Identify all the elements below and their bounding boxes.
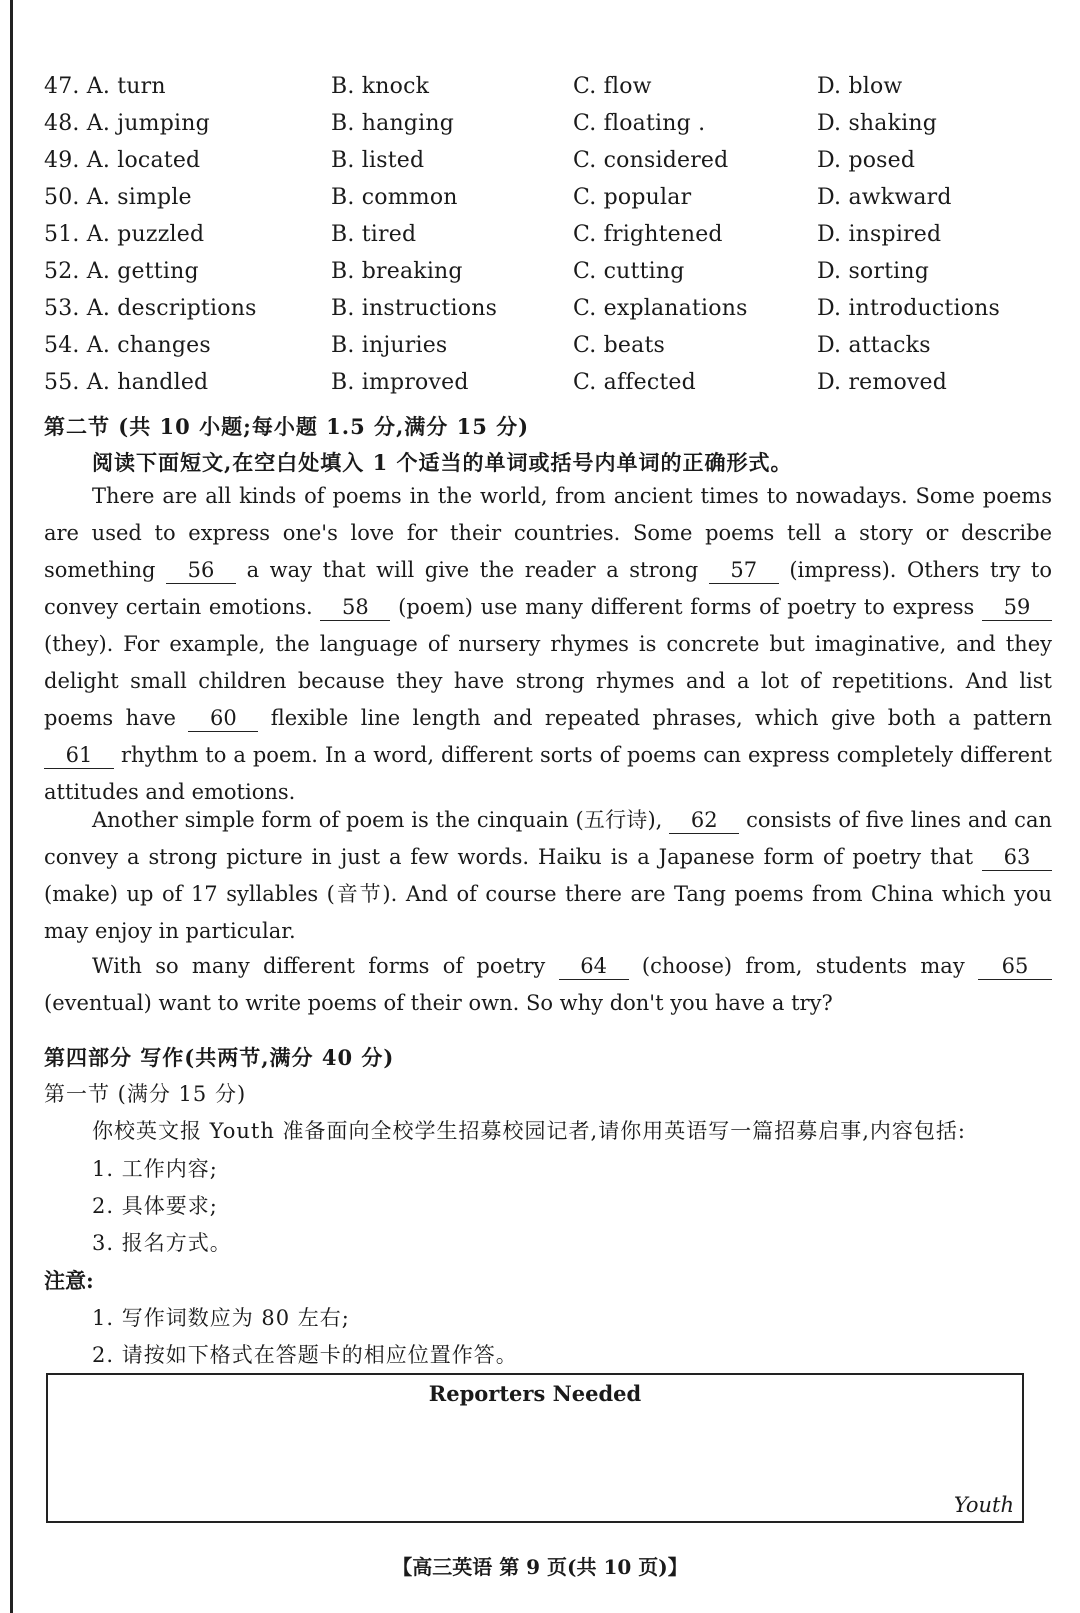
page-left-border — [10, 0, 13, 1613]
blank-56[interactable]: 56 — [166, 557, 236, 584]
option-b: B. improved — [331, 370, 469, 395]
task-item: 3. 报名方式。 — [92, 1231, 232, 1255]
blank-57[interactable]: 57 — [709, 557, 779, 584]
option-row — [44, 105, 1054, 142]
option-a: 47. A. turn — [44, 74, 166, 99]
option-c: C. explanations — [573, 296, 748, 321]
answer-format-box — [46, 1373, 1024, 1523]
option-row — [44, 68, 1054, 105]
part4-heading: 第四部分 写作(共两节,满分 40 分) — [44, 1045, 395, 1070]
option-c: C. floating . — [573, 111, 706, 136]
option-a: 49. A. located — [44, 148, 201, 173]
option-c: C. considered — [573, 148, 729, 173]
blank-59[interactable]: 59 — [982, 594, 1052, 621]
option-a: 55. A. handled — [44, 370, 209, 395]
option-a: 51. A. puzzled — [44, 222, 205, 247]
section2-instruction: 阅读下面短文,在空白处填入 1 个适当的单词或括号内单词的正确形式。 — [92, 450, 793, 475]
passage-text: There are all kinds of poems in the world, from ancient times to nowadays. Some poems are used to express one's love for their countries. Some poems tell a story or describe something — [44, 484, 1052, 582]
option-d: D. inspired — [817, 222, 942, 247]
task-item: 2. 具体要求; — [92, 1194, 218, 1218]
option-b: B. tired — [331, 222, 417, 247]
option-a: 50. A. simple — [44, 185, 192, 210]
passage-text: (eventual) want to write poems of their own. So why don't you have a try? — [44, 991, 833, 1015]
option-d: D. attacks — [817, 333, 931, 358]
note-label: 注意: — [44, 1268, 94, 1293]
option-d: D. removed — [817, 370, 948, 395]
option-b: B. knock — [331, 74, 430, 99]
blank-65[interactable]: 65 — [978, 953, 1052, 980]
option-row — [44, 253, 1054, 290]
option-d: D. awkward — [817, 185, 952, 210]
option-c: C. affected — [573, 370, 696, 395]
option-c: C. frightened — [573, 222, 723, 247]
option-b: B. common — [331, 185, 458, 210]
passage-text: a way that will give the reader a strong — [246, 558, 699, 582]
option-row — [44, 142, 1054, 179]
option-c: C. popular — [573, 185, 692, 210]
passage-text: (they). For example, the language of nursery rhymes is concrete but imaginative, and they delight small children because they have strong rhymes and a lot of repetitions. And list poems have — [44, 632, 1052, 730]
option-b: B. injuries — [331, 333, 448, 358]
blank-62[interactable]: 62 — [669, 807, 739, 834]
option-row — [44, 327, 1054, 364]
passage-text: rhythm to a poem. In a word, different sorts of poems can express completely different attitudes and emotions. — [44, 743, 1052, 804]
note-item: 1. 写作词数应为 80 左右; — [92, 1306, 350, 1330]
box-signature: Youth — [953, 1493, 1014, 1517]
blank-64[interactable]: 64 — [559, 953, 629, 980]
passage-paragraph-2 — [44, 802, 1052, 950]
option-a: 52. A. getting — [44, 259, 199, 284]
option-c: C. flow — [573, 74, 652, 99]
task-item: 1. 工作内容; — [92, 1157, 218, 1181]
passage-text: Another simple form of poem is the cinquain (五行诗), — [92, 808, 663, 832]
passage-text: (poem) use many different forms of poetry to express — [398, 595, 975, 619]
writing-task: 你校英文报 Youth 准备面向全校学生招募校园记者,请你用英语写一篇招募启事,内容包括: — [92, 1119, 966, 1143]
option-d: D. sorting — [817, 259, 930, 284]
option-b: B. instructions — [331, 296, 498, 321]
option-row — [44, 216, 1054, 253]
option-row — [44, 290, 1054, 327]
option-d: D. blow — [817, 74, 903, 99]
passage-paragraph-3 — [44, 948, 1052, 1022]
part4-subheading: 第一节 (满分 15 分) — [44, 1082, 247, 1106]
passage-paragraph-1 — [44, 478, 1052, 811]
option-a: 54. A. changes — [44, 333, 211, 358]
option-b: B. listed — [331, 148, 425, 173]
blank-60[interactable]: 60 — [188, 705, 258, 732]
passage-text: (make) up of 17 syllables (音节). And of course there are Tang poems from China which you may enjoy in particular. — [44, 882, 1052, 943]
passage-text: (impress). Others try to convey certain emotions. — [44, 558, 1053, 619]
box-title: Reporters Needed — [428, 1381, 642, 1406]
option-row — [44, 179, 1054, 216]
page-footer: 【高三英语 第 9 页(共 10 页)】 — [392, 1555, 688, 1579]
option-b: B. hanging — [331, 111, 454, 136]
option-d: D. shaking — [817, 111, 938, 136]
blank-63[interactable]: 63 — [982, 844, 1052, 871]
passage-text: consists of five lines and can convey a strong picture in just a few words. Haiku is a Japanese form of poetry that — [44, 808, 1052, 869]
option-b: B. breaking — [331, 259, 463, 284]
option-d: D. introductions — [817, 296, 1001, 321]
option-c: C. beats — [573, 333, 665, 358]
option-d: D. posed — [817, 148, 916, 173]
passage-text: With so many different forms of poetry — [92, 954, 546, 978]
option-a: 53. A. descriptions — [44, 296, 257, 321]
option-c: C. cutting — [573, 259, 685, 284]
option-a: 48. A. jumping — [44, 111, 210, 136]
section2-heading: 第二节 (共 10 小题;每小题 1.5 分,满分 15 分) — [44, 414, 530, 439]
option-row — [44, 364, 1054, 401]
blank-61[interactable]: 61 — [44, 742, 114, 769]
passage-text: (choose) from, students may — [641, 954, 965, 978]
cloze-options — [44, 68, 1054, 401]
passage-text: flexible line length and repeated phrases, which give both a pattern — [270, 706, 1052, 730]
note-item: 2. 请按如下格式在答题卡的相应位置作答。 — [92, 1343, 518, 1367]
blank-58[interactable]: 58 — [320, 594, 390, 621]
